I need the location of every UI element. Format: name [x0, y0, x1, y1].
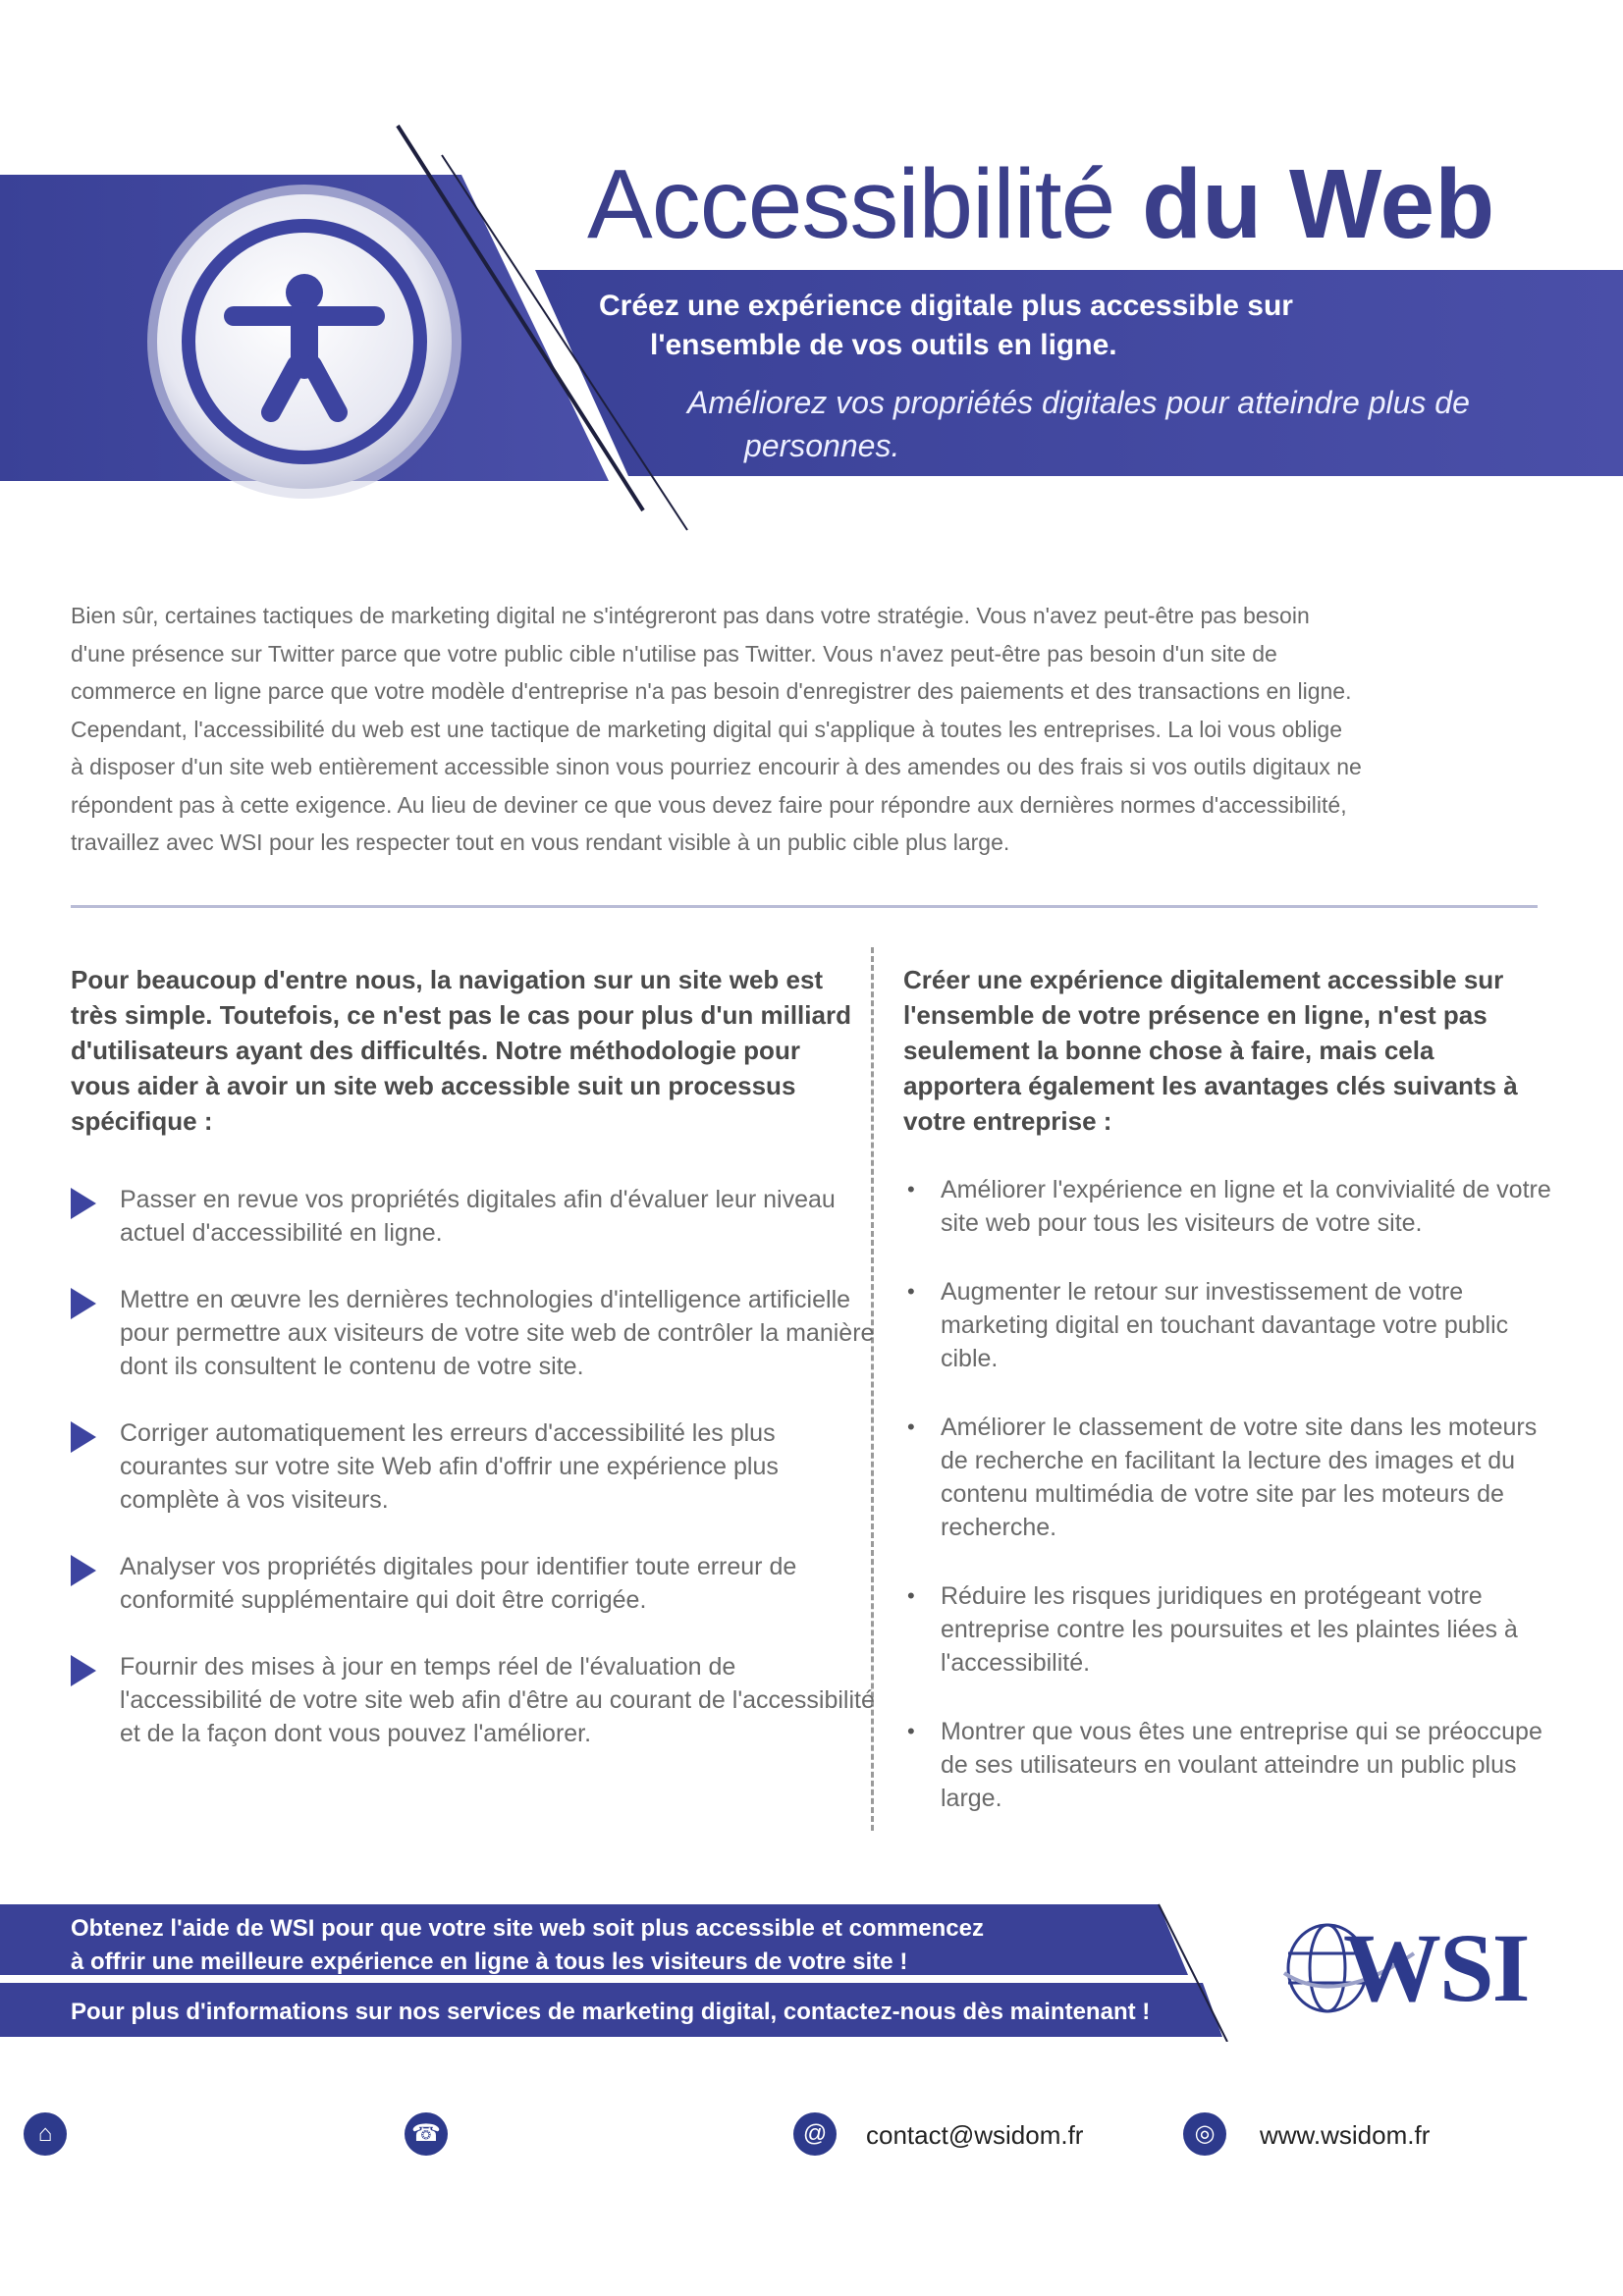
footer-cta [71, 1912, 1151, 1979]
arrow-bullet-icon [71, 1421, 96, 1453]
methodology-list [71, 1183, 876, 1784]
intro-line: travaillez avec WSI pour les respecter tout en vous rendant visible à un public cible plus large. [71, 829, 1010, 855]
header-subtitle [599, 287, 1483, 365]
contact-website[interactable]: www.wsidom.fr [1260, 2120, 1431, 2150]
intro-paragraph [71, 597, 1543, 862]
intro-line: Bien sûr, certaines tactiques de marketing digital ne s'intégreront pas dans votre stratégie. Vous n'avez peut-être pas besoin [71, 603, 1310, 628]
list-item-text: Réduire les risques juridiques en protégeant votre entreprise contre les poursuites et les plaintes liées à l'accessibilité. [941, 1582, 1518, 1677]
header-graphic [0, 0, 1623, 550]
list-item-text: Améliorer le classement de votre site dans les moteurs de recherche en facilitant la lecture des images et du contenu multimédia de votre site par les moteurs de recherche. [941, 1414, 1538, 1541]
cta-line: Obtenez l'aide de WSI pour que votre site web soit plus accessible et commencez [71, 1915, 984, 1942]
list-item [71, 1416, 876, 1517]
list-item-text: Fournir des mises à jour en temps réel de l'évaluation de l'accessibilité de votre site web afin d'être au courant de l'accessibilité et de la façon dont vous pouvez l'améliorer. [120, 1653, 875, 1747]
list-item-text: Montrer que vous êtes une entreprise qui se préoccupe de ses utilisateurs en voulant atteindre un public plus large. [941, 1718, 1542, 1812]
bullet-dot-icon: • [907, 1177, 915, 1201]
list-item-text: Augmenter le retour sur investissement de votre marketing digital en touchant davantage votre public cible. [941, 1278, 1509, 1372]
arrow-bullet-icon [71, 1188, 96, 1219]
list-item [71, 1183, 876, 1250]
list-item-text: Mettre en œuvre les dernières technologies d'intelligence artificielle pour permettre aux visiteurs de votre site web de contrôler la manière dont ils consultent le contenu de votre site. [120, 1286, 875, 1380]
email-icon: @ [793, 2112, 837, 2156]
benefits-list [903, 1173, 1551, 1850]
arrow-bullet-icon [71, 1555, 96, 1586]
title-bold: du Web [1142, 149, 1495, 259]
globe-icon: ◎ [1183, 2112, 1226, 2156]
subtitle-line: l'ensemble de vos outils en ligne. [650, 329, 1117, 361]
accessibility-person-icon [147, 185, 461, 499]
header-tagline [687, 381, 1532, 467]
list-item [903, 1275, 1551, 1375]
bullet-dot-icon: • [907, 1583, 915, 1608]
location-icon: ⌂ [24, 2112, 67, 2156]
left-column-lead: Pour beaucoup d'entre nous, la navigation sur un site web est très simple. Toutefois, ce n'est pas le cas pour plus d'un milliard d'utilisateurs ayant des difficultés. Notre méthodologie pour vous aider à avoir un site web accessible suit un processus spécifique : [71, 965, 851, 1136]
title-light: Accessibilité [587, 149, 1115, 259]
page-title [587, 145, 1569, 263]
intro-line: commerce en ligne parce que votre modèle d'entreprise n'a pas besoin d'enregistrer des paiements et des transactions en ligne. [71, 678, 1352, 704]
tagline-line: personnes. [744, 428, 900, 463]
contact-email[interactable]: contact@wsidom.fr [866, 2120, 1084, 2150]
list-item [903, 1173, 1551, 1240]
list-item [71, 1283, 876, 1383]
phone-icon: ☎ [405, 2112, 448, 2156]
arrow-bullet-icon [71, 1288, 96, 1319]
footer-contact-cta: Pour plus d'informations sur nos services de marketing digital, contactez-nous dès maintenant ! [71, 1999, 1151, 2025]
list-item [71, 1550, 876, 1617]
intro-line: à disposer d'un site web entièrement accessible sinon vous pourriez encourir à des amendes ou des frais si vos outils digitaux ne [71, 754, 1362, 779]
tagline-line: Améliorez vos propriétés digitales pour atteindre plus de [687, 385, 1470, 420]
wsi-logo: WSI [1343, 1913, 1529, 2022]
cta-line: à offrir une meilleure expérience en ligne à tous les visiteurs de votre site ! [71, 1949, 908, 1975]
list-item-text: Corriger automatiquement les erreurs d'accessibilité les plus courantes sur votre site Web afin d'offrir une expérience plus complète à vos visiteurs. [120, 1419, 779, 1514]
bullet-dot-icon: • [907, 1415, 915, 1439]
section-divider [71, 905, 1538, 908]
list-item [71, 1650, 876, 1750]
intro-line: Cependant, l'accessibilité du web est une tactique de marketing digital qui s'applique à toutes les entreprises. La loi vous oblige [71, 716, 1343, 742]
right-column-lead: Créer une expérience digitalement accessible sur l'ensemble de votre présence en ligne, n'est pas seulement la bonne chose à faire, mais cela apportera également les avantages clés suivants à votre entreprise : [903, 965, 1518, 1136]
list-item [903, 1715, 1551, 1815]
list-item-text: Analyser vos propriétés digitales pour identifier toute erreur de conformité supplémentaire qui doit être corrigée. [120, 1553, 797, 1614]
subtitle-line: Créez une expérience digitale plus accessible sur [599, 290, 1293, 322]
list-item-text: Améliorer l'expérience en ligne et la convivialité de votre site web pour tous les visiteurs de votre site. [941, 1176, 1551, 1237]
bullet-dot-icon: • [907, 1279, 915, 1304]
list-item [903, 1579, 1551, 1680]
intro-line: répondent pas à cette exigence. Au lieu de deviner ce que vous devez faire pour répondre aux dernières normes d'accessibilité, [71, 791, 1347, 818]
list-item-text: Passer en revue vos propriétés digitales afin d'évaluer leur niveau actuel d'accessibilité en ligne. [120, 1186, 836, 1247]
intro-line: d'une présence sur Twitter parce que votre public cible n'utilise pas Twitter. Vous n'avez peut-être pas besoin d'un site de [71, 640, 1277, 667]
bullet-dot-icon: • [907, 1719, 915, 1743]
list-item [903, 1411, 1551, 1544]
arrow-bullet-icon [71, 1655, 96, 1686]
